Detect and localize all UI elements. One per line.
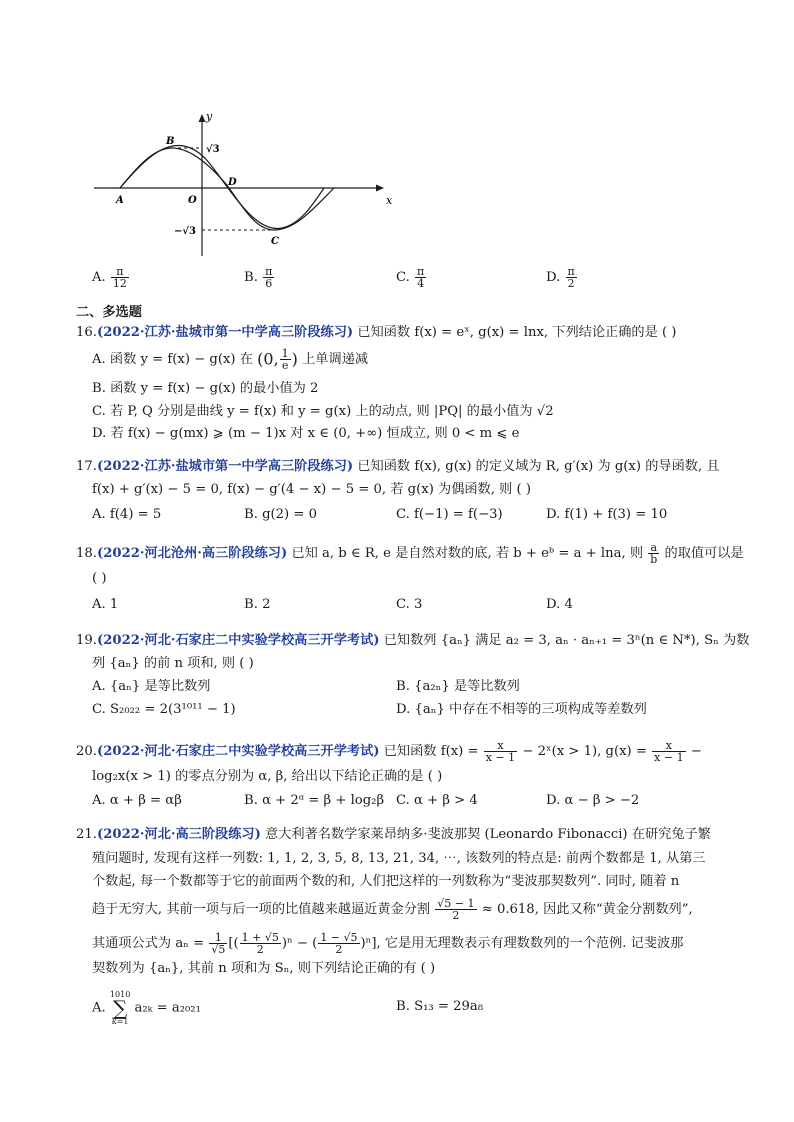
q17-option-d: D. f(1) + f(3) = 10 — [546, 507, 668, 522]
question-number: 16. — [76, 325, 97, 340]
option-prefix: D. — [546, 270, 561, 285]
fraction — [263, 266, 274, 289]
y-axis-arrow — [199, 114, 206, 122]
question-source: (2022·江苏·盐城市第一中学高三阶段练习) — [96, 459, 354, 474]
q21-stem-line2: 殖问题时, 发现有这样一列数: 1, 1, 2, 3, 5, 8, 13, 21, 34, ⋯, 该数列的特点是: 前两个数都是 1, 从第三 — [92, 851, 706, 866]
q18-option-b: B. 2 — [244, 597, 271, 612]
function-graph — [88, 106, 398, 258]
q20-stem-line2: log₂x(x > 1) 的零点分别为 α, β, 给出以下结论正确的是 ( ) — [92, 769, 443, 784]
q16-option-d: D. 若 f(x) − g(mx) ⩾ (m − 1)x 对 x ∈ (0, +∞) 恒成立, 则 0 < m ⩽ e — [92, 426, 520, 441]
q18-option-a: A. 1 — [92, 597, 119, 612]
q20-option-d: D. α − β > −2 — [546, 793, 640, 808]
label-a: A — [116, 195, 124, 206]
numerator: π — [417, 265, 425, 278]
question-number: 20. — [76, 744, 97, 759]
q17-stem-line1: 17.(2022·江苏·盐城市第一中学高三阶段练习) 已知函数 f(x), g(x) 的定义域为 R, g′(x) 为 g(x) 的导函数, 且 — [76, 459, 720, 474]
fraction — [111, 266, 129, 289]
q21-option-a: A. 1010 ∑ k=1 a₂ₖ = a₂₀₂₁ — [92, 990, 201, 1026]
fraction: $\frac{1}{e}$ — [281, 347, 289, 372]
numerator: π — [111, 266, 129, 278]
q18-stem: 18.(2022·河北沧州·高三阶段练习) 已知 a, b ∈ R, e 是自然对数的底, 若 b + eᵇ = a + lna, 则 $\frac{a}{b}$ 的取值可以是 — [76, 541, 744, 566]
q18-option-d: D. 4 — [546, 597, 573, 612]
label-x: x — [386, 194, 393, 207]
label-sqrt3: √3 — [206, 144, 220, 155]
q16-option-a: A. 函数 y = f(x) − g(x) 在 (0, $\frac{1}{e}$ ) 上单调递减 — [92, 347, 369, 372]
q19-stem-line1: 19.(2022·河北·石家庄二中实验学校高三开学考试) 已知数列 {aₙ} 满足 a₂ = 3, aₙ · aₙ₊₁ = 3ⁿ(n ∈ N*), Sₙ 为数 — [76, 633, 750, 648]
section-title: 二、多选题 — [76, 305, 142, 320]
label-o: O — [188, 195, 197, 206]
option-prefix: C. — [396, 270, 410, 285]
fraction: $\frac{1 - √5}{2}$ — [320, 931, 358, 956]
question-number: 17. — [76, 459, 97, 474]
q20-option-b: B. α + 2ᵅ = β + log₂β — [244, 793, 385, 808]
question-source: (2022·河北·石家庄二中实验学校高三开学考试) — [96, 744, 380, 759]
question-source: (2022·江苏·盐城市第一中学高三阶段练习) — [96, 325, 354, 340]
q21-stem-line6: 契数列为 {aₙ}, 其前 n 项和为 Sₙ, 则下列结论正确的有 ( ) — [92, 961, 436, 976]
numerator: π — [567, 265, 575, 278]
label-y: y — [206, 110, 213, 123]
question-text: 已知函数 f(x) = eˣ, g(x) = lnx, 下列结论正确的是 ( ) — [357, 325, 677, 340]
fraction — [415, 266, 426, 289]
fraction: $\frac{a}{b}$ — [650, 541, 658, 566]
fraction: $\frac{x}{x - 1}$ — [654, 739, 684, 764]
q16-option-c: C. 若 P, Q 分别是曲线 y = f(x) 和 y = g(x) 上的动点, 则 |PQ| 的最小值为 √2 — [92, 404, 554, 419]
question-source: (2022·河北·石家庄二中实验学校高三开学考试) — [96, 633, 380, 648]
label-d: D — [228, 177, 237, 188]
q20-stem-line1: 20.(2022·河北·石家庄二中实验学校高三开学考试) 已知函数 f(x) = $\frac{x}{x - 1}$ − 2ˣ(x > 1), g(x) = $\frac{x}{x - 1}$ − — [76, 739, 702, 764]
q17-stem-line2: f(x) + g′(x) − 5 = 0, f(x) − g′(4 − x) − 5 = 0, 若 g(x) 为偶函数, 则 ( ) — [92, 482, 532, 497]
fraction: $\frac{√5 - 1}{2}$ — [437, 897, 475, 922]
q21-stem-line5: 其通项公式为 aₙ = $\frac{1}{√5}$ [( $\frac{1 + √5}{2}$ )ⁿ − ( $\frac{1 - √5}{2}$ )ⁿ], 它是用无理数表示有理数数列的一个范例. 记斐波那 — [92, 931, 684, 956]
question-number: 18. — [76, 546, 97, 561]
q21-stem-line1: 21.(2022·河北·高三阶段练习) 意大利著名数学家莱昂纳多·斐波那契 (Leonardo Fibonacci) 在研究兔子繁 — [76, 827, 711, 842]
q15-option-a — [92, 266, 130, 289]
option-prefix: A. — [92, 270, 106, 285]
question-source: (2022·河北·高三阶段练习) — [96, 827, 261, 842]
label-b: B — [166, 136, 175, 147]
fraction: $\frac{1 + √5}{2}$ — [241, 931, 279, 956]
q19-option-c: C. S₂₀₂₂ = 2(3¹⁰¹¹ − 1) — [92, 702, 236, 717]
q16-option-b: B. 函数 y = f(x) − g(x) 的最小值为 2 — [92, 381, 319, 396]
numerator: π — [265, 265, 273, 278]
q19-option-a: A. {aₙ} 是等比数列 — [92, 679, 211, 694]
q18-option-c: C. 3 — [396, 597, 423, 612]
denominator: 4 — [417, 277, 425, 290]
q21-option-b: B. S₁₃ = 29a₈ — [396, 999, 484, 1014]
q21-stem-line4: 趋于无穷大, 其前一项与后一项的比值越来越逼近黄金分割 $\frac{√5 - 1}{2}$ ≈ 0.618, 因此又称“黄金分割数列”, — [92, 897, 693, 922]
q15-option-b — [244, 266, 275, 289]
question-number: 21. — [76, 827, 97, 842]
q20-option-c: C. α + β > 4 — [396, 793, 478, 808]
curve-main — [120, 148, 334, 230]
x-axis-arrow — [376, 185, 384, 192]
denominator: 6 — [265, 277, 273, 290]
fraction: $\frac{x}{x - 1}$ — [485, 739, 516, 764]
q17-option-a: A. f(4) = 5 — [92, 507, 162, 522]
q15-option-c — [396, 266, 427, 289]
q21-stem-line3: 个数起, 每一个数都等于它的前面两个数的和, 人们把这样的一列数称为“斐波那契数列”. 同时, 随着 n — [92, 874, 680, 889]
q18-paren: ( ) — [92, 571, 107, 586]
label-c: C — [271, 236, 279, 247]
q17-option-b: B. g(2) = 0 — [244, 507, 318, 522]
label-neg-sqrt3: −√3 — [174, 226, 196, 237]
q19-option-d: D. {aₙ} 中存在不相等的三项构成等差数列 — [396, 702, 647, 717]
q17-option-c: C. f(−1) = f(−3) — [396, 507, 503, 522]
denominator: 12 — [112, 277, 127, 290]
question-source: (2022·河北沧州·高三阶段练习) — [96, 546, 288, 561]
q16-stem — [76, 324, 676, 342]
q15-option-d — [546, 266, 578, 289]
denominator: 2 — [567, 277, 575, 290]
question-number: 19. — [76, 633, 97, 648]
fraction — [566, 266, 577, 289]
q19-option-b: B. {a₂ₙ} 是等比数列 — [396, 679, 520, 694]
q20-option-a: A. α + β = αβ — [92, 793, 182, 808]
q19-stem-line2: 列 {aₙ} 的前 n 项和, 则 ( ) — [92, 656, 254, 671]
option-prefix: B. — [244, 270, 258, 285]
fraction: $\frac{1}{√5}$ — [211, 931, 226, 956]
curve-shifted — [120, 145, 324, 228]
sum-symbol: 1010 ∑ k=1 — [109, 990, 131, 1026]
